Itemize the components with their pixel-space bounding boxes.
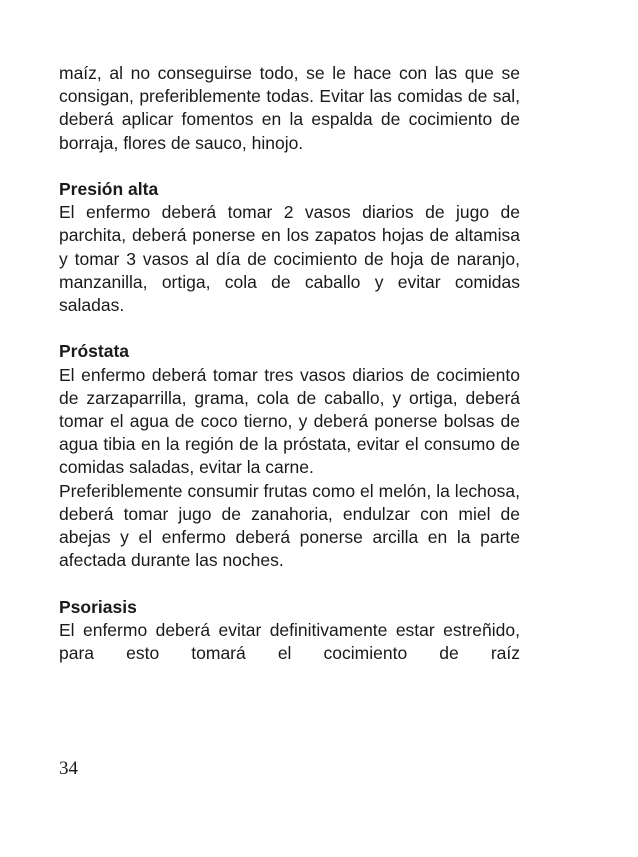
intro-paragraph: maíz, al no conseguirse todo, se le hace con las que se consigan, preferiblemente todas. Evitar las comidas de sal, deberá aplicar fomentos en la espalda de cocimiento de borraja, flores de sauco, hinojo. xyxy=(59,63,520,153)
section-paragraph: El enfermo deberá tomar 2 vasos diarios de jugo de parchita, deberá ponerse en los zapatos hojas de altamisa y tomar 3 vasos al día de cocimiento de hoja de naranjo, manzanilla, ortiga, cola de caballo y evitar comidas saladas. xyxy=(59,202,520,316)
section-heading: Próstata xyxy=(59,341,130,362)
page-body xyxy=(59,62,520,665)
section-prostata xyxy=(59,340,520,572)
section-presion-alta xyxy=(59,178,520,317)
section-paragraph: El enfermo deberá evitar definitivamente estar estreñido, para esto tomará el cocimiento de raíz xyxy=(59,619,520,664)
section-paragraph: Preferiblemente consumir frutas como el melón, la lechosa, deberá tomar jugo de zanahoria, endulzar con miel de abejas y el enfermo deberá ponerse arcilla en la parte afectada durante las noches. xyxy=(59,480,520,571)
page-number: 34 xyxy=(59,758,78,779)
section-gap xyxy=(59,572,520,595)
section-paragraph: El enfermo deberá tomar tres vasos diarios de cocimiento de zarzaparrilla, grama, cola de caballo, y ortiga, deberá tomar el agua de coco tierno, y deberá ponerse bolsas de agua tibia en la región de la próstata, evitar el consumo de comidas saladas, evitar la carne. xyxy=(59,364,520,478)
section-heading: Presión alta xyxy=(59,179,159,199)
section-psoriasis xyxy=(59,596,520,666)
section-gap xyxy=(59,155,520,178)
section-heading: Psoriasis xyxy=(59,596,137,617)
section-gap xyxy=(59,317,520,340)
